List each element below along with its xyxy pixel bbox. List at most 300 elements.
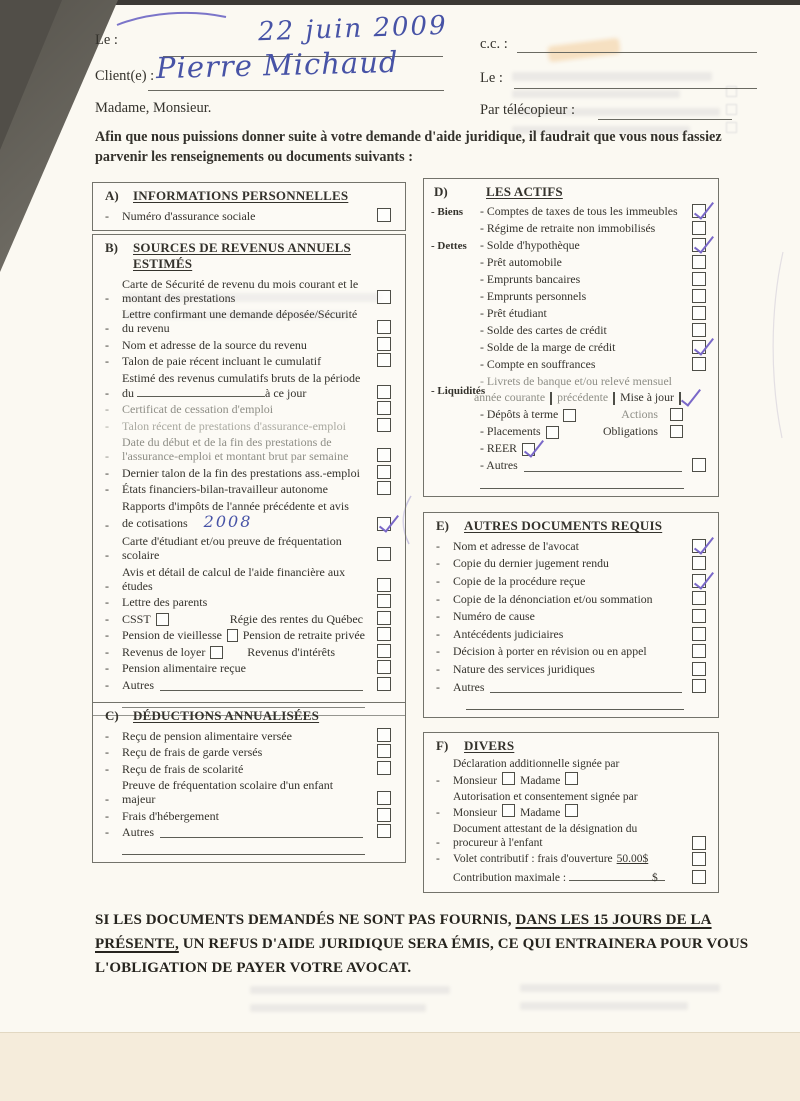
warning-paragraph bbox=[95, 908, 759, 980]
section-f-header bbox=[424, 736, 718, 756]
form-item bbox=[93, 371, 405, 400]
checkbox bbox=[692, 870, 706, 884]
item-label: - Comptes de taxes de tous les immeubles bbox=[480, 204, 678, 219]
item-dash: - bbox=[105, 628, 109, 643]
checkbox bbox=[692, 357, 706, 371]
checkbox bbox=[377, 761, 391, 775]
item-label: Décision à porter en révision ou en appel bbox=[453, 644, 647, 659]
checkbox-inline bbox=[502, 772, 515, 785]
item-label: Reçu de pension alimentaire versée bbox=[122, 728, 292, 743]
checkbox-checked bbox=[377, 517, 391, 531]
bleedthrough-artifact bbox=[250, 986, 450, 994]
item-dash: - bbox=[436, 591, 440, 606]
form-item bbox=[93, 729, 405, 743]
form-item bbox=[424, 853, 718, 867]
item-dash: - bbox=[105, 465, 109, 480]
item-label: - Emprunts personnels bbox=[480, 289, 587, 304]
form-item bbox=[424, 557, 718, 571]
form-item bbox=[424, 222, 718, 236]
item-label: Talon récent de prestations d'assurance-emploi bbox=[122, 418, 346, 433]
item-label: - Solde de la marge de crédit bbox=[480, 340, 616, 355]
item-dash: - bbox=[436, 661, 440, 676]
form-item bbox=[424, 823, 718, 851]
section-title: INFORMATIONS PERSONNELLES bbox=[133, 188, 349, 203]
item-dash: - bbox=[105, 792, 109, 807]
checkbox bbox=[692, 272, 706, 286]
item-dash: - bbox=[436, 556, 440, 571]
checkbox bbox=[692, 662, 706, 676]
checkbox-checked bbox=[692, 574, 706, 588]
form-item bbox=[424, 540, 718, 554]
form-item bbox=[424, 681, 718, 695]
checkbox bbox=[692, 627, 706, 641]
checkbox bbox=[377, 481, 391, 495]
section-id: A) bbox=[105, 188, 119, 203]
checkbox-inline bbox=[502, 804, 515, 817]
item-label: Autres bbox=[122, 677, 154, 692]
item-dash: - bbox=[105, 644, 109, 659]
form-item bbox=[93, 419, 405, 433]
bleedthrough-artifact bbox=[547, 38, 620, 63]
item-dash: - bbox=[105, 745, 109, 760]
form-item bbox=[424, 459, 718, 473]
item-label: Autres bbox=[122, 825, 154, 840]
item-line1: Déclaration additionnelle signée par bbox=[453, 758, 620, 770]
item-label: Lettre des parents bbox=[122, 595, 208, 610]
overflow-line bbox=[480, 475, 684, 489]
section-title: LES ACTIFS bbox=[486, 184, 563, 199]
option-label: Monsieur bbox=[453, 807, 498, 820]
item-label-2: Revenus d'intérêts bbox=[247, 644, 335, 659]
form-item bbox=[424, 391, 718, 405]
item-label bbox=[453, 758, 684, 789]
scan-edge-top bbox=[0, 0, 800, 5]
section-f-box bbox=[423, 732, 719, 893]
date-label: Le : bbox=[95, 32, 118, 48]
form-item bbox=[93, 661, 405, 675]
blank-line bbox=[524, 460, 682, 472]
item-dash: - bbox=[105, 385, 109, 400]
item-label: Reçu de frais de garde versés bbox=[122, 745, 263, 760]
bleedthrough-artifact bbox=[250, 1004, 426, 1012]
form-item bbox=[93, 809, 405, 823]
form-item bbox=[424, 645, 718, 659]
item-label bbox=[453, 791, 684, 822]
section-id: F) bbox=[436, 738, 449, 753]
checkbox bbox=[377, 290, 391, 304]
form-item bbox=[93, 595, 405, 609]
item-text: Volet contributif : frais d'ouverture bbox=[453, 852, 613, 865]
le2-label: Le : bbox=[480, 70, 503, 86]
pen-stroke bbox=[115, 8, 230, 32]
checkbox-checked bbox=[692, 238, 706, 252]
checkbox-inline bbox=[227, 629, 238, 642]
checkbox bbox=[377, 465, 391, 479]
option-label: année courante bbox=[474, 389, 546, 404]
item-label: Copie de la dénonciation et/ou sommation bbox=[453, 591, 653, 606]
item-dash: - bbox=[105, 208, 109, 223]
group-label-liquidites: - Liquidités bbox=[431, 385, 486, 397]
item-label: - Compte en souffrances bbox=[480, 357, 596, 372]
form-item bbox=[93, 209, 405, 223]
blank-line bbox=[490, 681, 682, 693]
checkbox bbox=[692, 323, 706, 337]
section-b-box bbox=[92, 234, 406, 716]
form-item bbox=[424, 341, 718, 355]
option-label: Madame bbox=[520, 774, 561, 787]
item-label: - Prêt automobile bbox=[480, 255, 562, 270]
blank-line bbox=[160, 826, 363, 838]
item-label-2: Pension de retraite privée bbox=[242, 628, 365, 643]
item-dash: - bbox=[105, 449, 109, 464]
form-item bbox=[424, 610, 718, 624]
form-item bbox=[93, 762, 405, 776]
checkbox bbox=[692, 306, 706, 320]
checkbox bbox=[692, 221, 706, 235]
item-label: Autres bbox=[453, 679, 485, 694]
item-dash: - bbox=[436, 626, 440, 641]
item-label bbox=[122, 499, 365, 532]
form-item bbox=[93, 745, 405, 759]
group-label-dettes: - Dettes bbox=[431, 240, 467, 252]
form-item bbox=[424, 442, 718, 456]
checkbox bbox=[377, 208, 391, 222]
section-title: AUTRES DOCUMENTS REQUIS bbox=[464, 518, 663, 533]
item-label: Pension de vieillesse bbox=[122, 628, 222, 643]
blank-line bbox=[137, 385, 265, 397]
item-label bbox=[453, 853, 684, 867]
item-label: Revenus de loyer bbox=[122, 644, 206, 659]
section-id: E) bbox=[436, 518, 449, 533]
section-b-header bbox=[93, 238, 405, 274]
checkbox bbox=[377, 644, 391, 658]
checkbox bbox=[692, 644, 706, 658]
form-item bbox=[93, 628, 405, 642]
option-label: précédente bbox=[557, 389, 609, 404]
checkbox bbox=[377, 627, 391, 641]
form-item bbox=[424, 628, 718, 642]
section-c-box bbox=[92, 702, 406, 863]
item-dash: - bbox=[436, 807, 440, 820]
blank-line bbox=[160, 679, 363, 691]
item-label: Lettre confirmant une demande déposée/Sécurité du revenu bbox=[122, 307, 358, 336]
form-item bbox=[424, 663, 718, 677]
item-dash: - bbox=[105, 482, 109, 497]
checkbox-checked bbox=[692, 340, 706, 354]
item-label-2-text: Actions bbox=[621, 406, 658, 421]
item-dash: - bbox=[436, 679, 440, 694]
section-title: DÉDUCTIONS ANNUALISÉES bbox=[133, 708, 320, 723]
item-dash: - bbox=[436, 644, 440, 659]
item-dash: - bbox=[436, 538, 440, 553]
checkbox-checked bbox=[692, 204, 706, 218]
form-item bbox=[424, 239, 718, 253]
item-dash: - bbox=[105, 354, 109, 369]
form-item bbox=[424, 791, 718, 822]
checkbox bbox=[377, 448, 391, 462]
bleedthrough-artifact bbox=[520, 984, 720, 992]
salutation: Madame, Monsieur. bbox=[95, 100, 212, 116]
client-line bbox=[148, 90, 444, 91]
item-label: - Livrets de banque et/ou relevé mensuel bbox=[480, 374, 672, 389]
item-label: - Solde des cartes de crédit bbox=[480, 323, 607, 338]
form-item bbox=[93, 778, 405, 806]
checkbox-inline bbox=[210, 646, 223, 659]
form-item bbox=[93, 435, 405, 463]
fax-label: Par télécopieur : bbox=[480, 102, 576, 118]
section-c-header bbox=[93, 706, 405, 726]
item-label: Certificat de cessation d'emploi bbox=[122, 402, 274, 417]
warning-part3: UN REFUS D'AIDE JURIDIQUE SERA ÉMIS, CE QUI ENTRAINERA POUR VOUS L'OBLIGATION DE PAYER VOTRE AVOCAT. bbox=[95, 936, 749, 976]
client-label: Client(e) : bbox=[95, 68, 155, 84]
item-label bbox=[453, 823, 684, 851]
item-dash: - bbox=[436, 609, 440, 624]
form-item bbox=[93, 499, 405, 532]
item-dash: - bbox=[105, 402, 109, 417]
checkbox bbox=[692, 679, 706, 693]
item-label: Nom et adresse de la source du revenu bbox=[122, 337, 307, 352]
checkbox bbox=[377, 677, 391, 691]
checkbox bbox=[377, 320, 391, 334]
form-item bbox=[424, 375, 718, 389]
item-label: - Régime de retraite non immobilisés bbox=[480, 221, 656, 236]
checkbox bbox=[692, 458, 706, 472]
checkbox bbox=[692, 852, 706, 866]
checkbox bbox=[377, 791, 391, 805]
checkbox bbox=[377, 744, 391, 758]
checkbox-inline bbox=[565, 772, 578, 785]
item-label: États financiers-bilan-travailleur autonome bbox=[122, 482, 328, 497]
form-item bbox=[93, 277, 405, 305]
handwritten-client-name: Pierre Michaud bbox=[155, 44, 399, 86]
checkbox bbox=[377, 611, 391, 625]
form-item bbox=[424, 425, 718, 439]
form-item bbox=[424, 205, 718, 219]
checkbox bbox=[692, 609, 706, 623]
item-line1: Document attestant de la désignation du bbox=[453, 823, 638, 836]
bleedthrough-artifact bbox=[512, 90, 680, 98]
item-label: Copie de la procédure reçue bbox=[453, 573, 586, 588]
checkbox bbox=[692, 591, 706, 605]
cc-line bbox=[517, 52, 757, 53]
item-line1: Autorisation et consentement signée par bbox=[453, 790, 638, 803]
checkbox-inline-checked bbox=[679, 392, 681, 405]
checkbox-checked bbox=[692, 539, 706, 553]
item-label: CSST bbox=[122, 611, 151, 626]
scan-background-band bbox=[0, 1032, 800, 1101]
form-item bbox=[93, 565, 405, 593]
form-item bbox=[93, 482, 405, 496]
blank-line bbox=[569, 869, 665, 881]
form-item bbox=[93, 645, 405, 659]
overflow-line bbox=[122, 841, 365, 855]
item-label: - Solde d'hypothèque bbox=[480, 238, 580, 253]
currency-sign: $ bbox=[651, 871, 658, 884]
checkbox-inline bbox=[563, 409, 576, 422]
item-label: Talon de paie récent incluant le cumulatif bbox=[122, 354, 322, 369]
section-a-header bbox=[93, 186, 405, 206]
checkbox bbox=[377, 660, 391, 674]
checkbox-inline bbox=[613, 392, 615, 405]
form-item bbox=[424, 324, 718, 338]
item-text: Contribution maximale : bbox=[453, 871, 567, 884]
item-label: Carte de Sécurité de revenu du mois courant et le montant des prestations bbox=[122, 276, 359, 305]
item-dash: - bbox=[105, 761, 109, 776]
section-id: B) bbox=[105, 240, 118, 255]
form-item bbox=[93, 534, 405, 562]
checkbox bbox=[377, 385, 391, 399]
item-label-2-text: Obligations bbox=[602, 423, 658, 438]
handwritten-date: 22 juin 2009 bbox=[257, 10, 449, 48]
item-label: - Placements bbox=[480, 423, 541, 438]
option-label: Monsieur bbox=[453, 774, 498, 787]
item-label: Avis et détail de calcul de l'aide financière aux études bbox=[122, 564, 346, 593]
checkbox-inline bbox=[156, 613, 169, 626]
bleedthrough-artifact bbox=[726, 104, 737, 115]
checkbox bbox=[377, 824, 391, 838]
form-item bbox=[424, 758, 718, 789]
item-dash: - bbox=[436, 774, 440, 787]
section-id: D) bbox=[434, 184, 448, 199]
warning-underlined: DANS LES 15 JOURS DE LA PRÉSENTE, bbox=[95, 912, 712, 952]
item-label: - Emprunts bancaires bbox=[480, 272, 581, 287]
checkbox-inline bbox=[565, 804, 578, 817]
pen-stroke bbox=[768, 250, 786, 440]
checkbox bbox=[377, 547, 391, 561]
item-dash: - bbox=[436, 573, 440, 588]
checkbox-inline bbox=[670, 408, 683, 421]
item-label: Pension alimentaire reçue bbox=[122, 661, 246, 676]
item-label: Dernier talon de la fin des prestations ass.-emploi bbox=[122, 465, 360, 480]
item-dash: - bbox=[105, 825, 109, 840]
item-dash: - bbox=[105, 808, 109, 823]
checkbox bbox=[377, 353, 391, 367]
form-item bbox=[93, 466, 405, 480]
form-item bbox=[93, 612, 405, 626]
item-label: Date du début et de la fin des prestations de l'assurance-emploi et montant brut par semaine bbox=[122, 435, 349, 464]
intro-paragraph: Afin que nous puissions donner suite à votre demande d'aide juridique, il faudrait que vous nous fassiez parvenir les renseignements ou documents suivants : bbox=[95, 129, 722, 166]
item-label: Antécédents judiciaires bbox=[453, 626, 564, 641]
checkbox-inline bbox=[550, 392, 552, 405]
item-label: Numéro de cause bbox=[453, 609, 535, 624]
checkbox bbox=[377, 337, 391, 351]
checkbox-inline bbox=[546, 426, 559, 439]
warning-part1: SI LES DOCUMENTS DEMANDÉS NE SONT PAS FOURNIS, bbox=[95, 912, 516, 928]
form-item bbox=[93, 678, 405, 692]
form-item bbox=[93, 825, 405, 839]
form-item bbox=[424, 307, 718, 321]
item-label bbox=[453, 869, 684, 886]
item-dash: - bbox=[105, 517, 109, 532]
section-d-box bbox=[423, 178, 719, 497]
form-item bbox=[93, 307, 405, 335]
item-label: - Autres bbox=[480, 457, 518, 472]
checkbox bbox=[377, 418, 391, 432]
item-dash: - bbox=[105, 548, 109, 563]
checkbox bbox=[377, 728, 391, 742]
section-e-box bbox=[423, 512, 719, 718]
bleedthrough-artifact bbox=[520, 1002, 688, 1010]
le2-line bbox=[514, 88, 757, 89]
item-dash: - bbox=[105, 418, 109, 433]
fee-amount: 50.00$ bbox=[616, 852, 649, 865]
item-label: Reçu de frais de scolarité bbox=[122, 761, 244, 776]
item-line2: procureur à l'enfant bbox=[453, 836, 543, 849]
overflow-line bbox=[466, 696, 684, 710]
item-dash: - bbox=[105, 677, 109, 692]
section-d-header bbox=[424, 182, 718, 202]
form-item bbox=[424, 575, 718, 589]
checkbox bbox=[377, 401, 391, 415]
item-label: Carte d'étudiant et/ou preuve de fréquentation scolaire bbox=[122, 534, 342, 563]
form-item bbox=[93, 402, 405, 416]
item-label: Nom et adresse de l'avocat bbox=[453, 538, 579, 553]
option-label: Madame bbox=[520, 807, 561, 820]
form-item bbox=[424, 358, 718, 372]
checkbox bbox=[377, 594, 391, 608]
item-label-part: Rapports d'impôts de l'année précédente et avis de cotisations bbox=[122, 498, 349, 530]
item-label: - REER bbox=[480, 440, 518, 455]
form-item bbox=[424, 593, 718, 607]
item-dash: - bbox=[105, 321, 109, 336]
item-label: - Prêt étudiant bbox=[480, 306, 547, 321]
form-item bbox=[93, 338, 405, 352]
item-dash: - bbox=[105, 578, 109, 593]
item-label-2: Régie des rentes du Québec bbox=[229, 611, 363, 626]
item-dash: - bbox=[436, 852, 440, 865]
checkbox bbox=[692, 289, 706, 303]
bleedthrough-artifact bbox=[512, 72, 712, 81]
item-label-suffix: à ce jour bbox=[265, 385, 307, 400]
form-item bbox=[424, 869, 718, 886]
group-label-biens: - Biens bbox=[431, 206, 464, 218]
item-label: - Dépôts à terme bbox=[480, 406, 559, 421]
item-label: Copie du dernier jugement rendu bbox=[453, 556, 609, 571]
item-dash: - bbox=[105, 611, 109, 626]
form-item bbox=[93, 354, 405, 368]
checkbox-inline bbox=[670, 425, 683, 438]
checkbox bbox=[377, 578, 391, 592]
cc-label: c.c. : bbox=[480, 36, 508, 52]
item-dash: - bbox=[105, 595, 109, 610]
item-dash: - bbox=[105, 728, 109, 743]
item-dash: - bbox=[105, 661, 109, 676]
form-item bbox=[424, 256, 718, 270]
item-label: Nature des services juridiques bbox=[453, 661, 595, 676]
form-item bbox=[424, 290, 718, 304]
fax-line bbox=[598, 119, 732, 120]
section-title: DIVERS bbox=[464, 738, 515, 753]
handwritten-year: 2008 bbox=[203, 511, 253, 531]
item-label: Frais d'hébergement bbox=[122, 808, 219, 823]
item-label: Numéro d'assurance sociale bbox=[122, 208, 256, 223]
item-dash: - bbox=[105, 290, 109, 305]
section-title: SOURCES DE REVENUS ANNUELS ESTIMÉS bbox=[133, 240, 351, 271]
section-a-box bbox=[92, 182, 406, 231]
section-id: C) bbox=[105, 708, 119, 723]
form-item bbox=[424, 273, 718, 287]
checkbox-inline-checked bbox=[522, 443, 535, 456]
checkbox bbox=[692, 556, 706, 570]
item-label bbox=[122, 371, 365, 400]
checkbox bbox=[692, 836, 706, 850]
item-dash: - bbox=[436, 836, 440, 849]
item-label-part: Estimé des revenus cumulatifs bruts de la période du bbox=[122, 370, 361, 400]
section-e-header bbox=[424, 516, 718, 536]
checkbox bbox=[377, 808, 391, 822]
option-label: Mise à jour bbox=[620, 389, 674, 404]
form-item bbox=[424, 408, 718, 422]
